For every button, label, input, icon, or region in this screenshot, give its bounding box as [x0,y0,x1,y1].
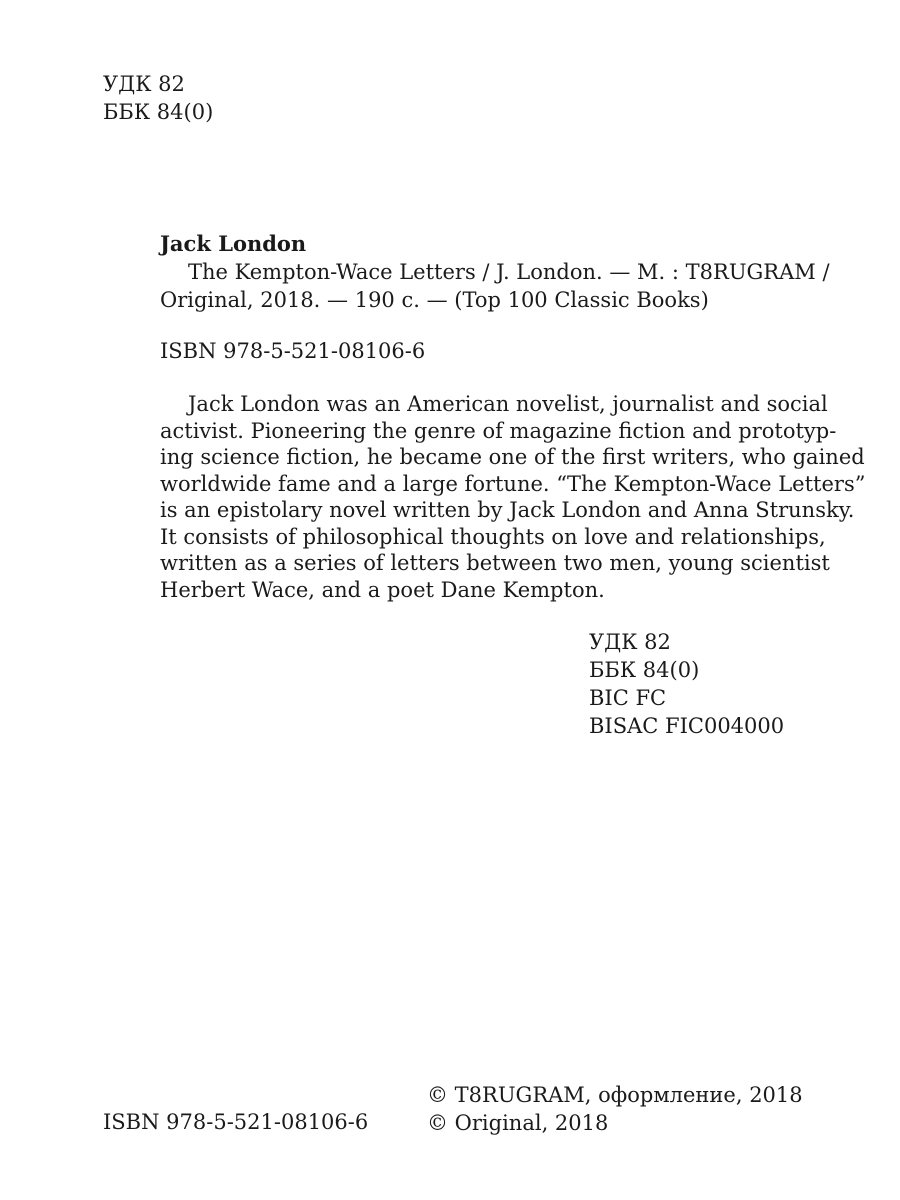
bibliographic-reference-line-2: Original, 2018. — 190 с. — (Top 100 Classic Books) [160,288,709,312]
author-name: Jack London [160,231,307,256]
abstract-line: activist. Pioneering the genre of magazine fiction and prototyp- [160,418,837,443]
right-classification-codes [589,628,784,740]
isbn-footer: ISBN 978-5-521-08106-6 [103,1110,369,1134]
copyright-line-original: © Original, 2018 [427,1111,609,1135]
abstract-line: Herbert Wace, and a poet Dane Kempton. [160,577,605,602]
abstract-line: is an epistolary novel written by Jack London and Anna Strunsky. [160,498,855,522]
abstract-line: ing science fiction, he became one of the first writers, who gained [160,445,865,469]
bbk-code: ББК 84(0) [103,100,214,124]
isbn-main: ISBN 978-5-521-08106-6 [160,339,426,363]
abstract-line: It consists of philosophical thoughts on love and relationships, [160,524,826,549]
bisac-code: BISAC FIC004000 [589,714,785,738]
abstract-line: Jack London was an American novelist, journalist and social [188,392,828,416]
bic-code: BIC FC [589,686,667,710]
top-classification-codes [103,70,213,126]
abstract-line: written as a series of letters between two men, young scientist [160,551,830,575]
copyright-line-publisher: © T8RUGRAM, оформление, 2018 [427,1083,803,1107]
bibliographic-reference-line-1: The Kempton-Wace Letters / J. London. — M. : T8RUGRAM / [188,260,830,284]
copyright-notice [427,1081,803,1137]
book-abstract [160,391,866,603]
abstract-line: worldwide fame and a large fortune. “The Kempton-Wace Letters” [160,471,866,496]
udk-code: УДК 82 [589,630,671,654]
bbk-code: ББК 84(0) [589,658,700,682]
catalog-record [160,230,830,314]
udk-code: УДК 82 [103,72,185,96]
